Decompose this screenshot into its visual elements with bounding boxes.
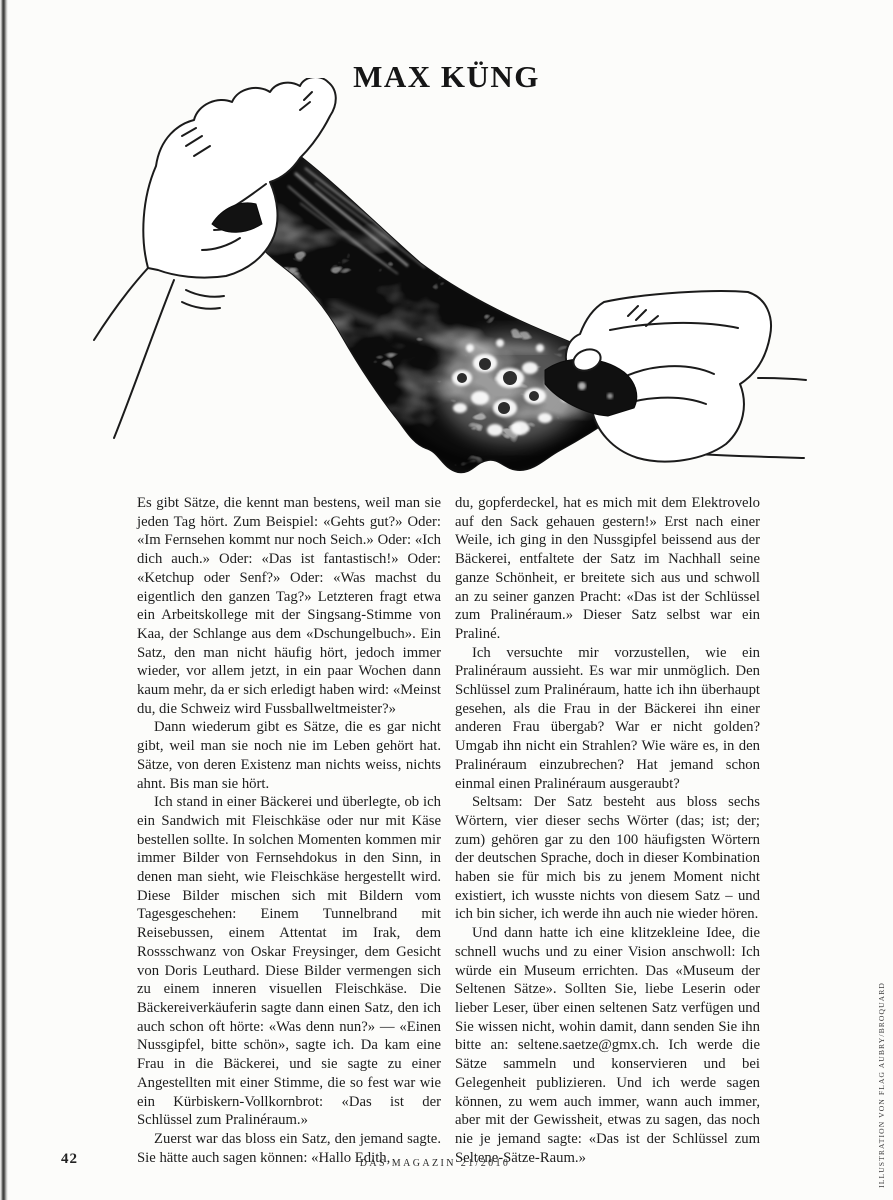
paragraph: Ich stand in einer Bäckerei und überlegte, ob ich ein Sandwich mit Fleischkäse oder nur mit Käse bestellen sollte. In solchen Momenten kommen mir immer Bilder von Fernsehdokus in den Sinn, in denen man sieht, wie Fleischkäse hergestellt wird. Diese Bilder mischen sich mit Bildern vom Tagesgeschehen: Einem Tunnelbrand mit Reisebussen, einem Attentat im Irak, dem Rossschwanz von Oskar Freysinger, dem Gesicht von Doris Leuthard. Diese Bilder vermengen sich zu einem inneren visuellen Fleischkäse. Die Bäckereiverkäuferin sagte dann einen Satz, den ich auch schon oft hörte: «Was denn nun?» — «Einen Nussgipfel, bitte schön», sagte ich. Da kam eine Frau in die Bäckerei, und sie sagte zu einer Angestellten mit einer Stimme, die so fest war wie ein Kürbiskern-Vollkornbrot: «Das ist der Schlüssel zum Pralinéraum.» — [137, 794, 441, 1129]
article-column-left — [137, 494, 441, 1167]
paragraph: Seltsam: Der Satz besteht aus bloss sechs Wörtern, vier dieser sechs Wörter (das; ist; der; zum) gehören gar zu den 100 häufigsten Wörtern der deutschen Sprache, doch in dieser Kombination haben sie für mich bis zu jenem Moment nicht existiert, ich wusste nichts von diesem Satz – und ich bin sicher, ich werde ihn auch nie wieder hören. — [455, 794, 760, 923]
scan-edge-shadow — [0, 0, 8, 1200]
illustration-stretched-substance — [90, 78, 810, 490]
paragraph: Dann wiederum gibt es Sätze, die es gar nicht gibt, weil man sie noch nie im Leben gehört hat. Sätze, von deren Existenz man nichts weiss, nichts ahnt. Bis man sie hört. — [137, 719, 441, 792]
paragraph: du, gopferdeckel, hat es mich mit dem Elektrovelo auf den Sack gehauen gestern!» Erst nach einer Weile, ich ging in den Nussgipfel beissend aus der Bäckerei, entfaltete der Satz im Nachhall seine ganze Schönheit, er breitete sich aus und schwoll an zu seiner ganzen Pracht: «Das ist der Schlüssel zum Pralinéraum.» Dieser Satz selbst war ein Praliné. — [455, 495, 760, 642]
page-number: 42 — [61, 1151, 78, 1167]
illustration-credit: ILLUSTRATION VON FLAG AUBRY/BROQUARD — [877, 982, 886, 1188]
article-body — [137, 494, 760, 1167]
paragraph: Ich versuchte mir vorzustellen, wie ein Pralinéraum aussieht. Es war mir unmöglich. Den Schlüssel zum Pralinéraum, hatte ich ihn überhaupt gesehen, als die Frau in der Bäckerei ihn einer anderen Frau übergab? War er nicht golden? Umgab ihn nicht ein Strahlen? Wie wäre es, in den Pralinéraum einzubrechen? Hat jemand schon einmal einen Pralinéraum ausgeraubt? — [455, 644, 760, 792]
paragraph: Es gibt Sätze, die kennt man bestens, weil man sie jeden Tag hört. Zum Beispiel: «Gehts gut?» Oder: «Im Fernsehen kommt nur noch Seich.» Oder: «Ich dich auch.» Oder: «Das ist fantastisch!» Oder: «Ketchup oder Senf?» Oder: «Was machst du eigentlich den ganzen Tag?» Letzteren fragt etwa ein Arbeitskollege mit der Singsang-Stimme von Kaa, der Schlange aus dem «Dschungelbuch». Ein Satz, den man nicht häufig hört, jedoch immer wieder, vor allem jetzt, in ein paar Wochen dann kaum mehr, da er sich erledigt haben wird: «Meinst du, die Schweiz wird Fussballweltmeister?» — [137, 495, 441, 717]
paragraph: Zuerst war das bloss ein Satz, den jemand sagte. Sie hätte auch sagen können: «Hallo Edith, — [137, 1130, 441, 1166]
page-title: MAX KÜNG — [353, 58, 540, 94]
paragraph: Und dann hatte ich eine klitzekleine Idee, die schnell wuchs und zu einer Vision anschwoll: Ich würde ein Museum errichten. Das «Museum der Seltenen Sätze». Sollten Sie, liebe Leserin oder lieber Leser, über einen seltenen Satz verfügen und Sie wissen nicht, wohin damit, dann senden Sie ihn bitte an: seltene.saetze@gmx.ch. Ich werde die Sätze sammeln und konservieren und bei Gelegenheit publizieren. Und ich werde sagen können, zu wem auch immer, wann auch immer, aber mit der Gewissheit, etwas zu sagen, das noch nie je jemand sagte: «Das ist der Schlüssel zum Seltene-Sätze-Raum.» — [455, 925, 760, 1166]
article-column-right — [455, 494, 760, 1167]
magazine-footer: DAS MAGAZIN 21/2010 — [359, 1158, 511, 1169]
